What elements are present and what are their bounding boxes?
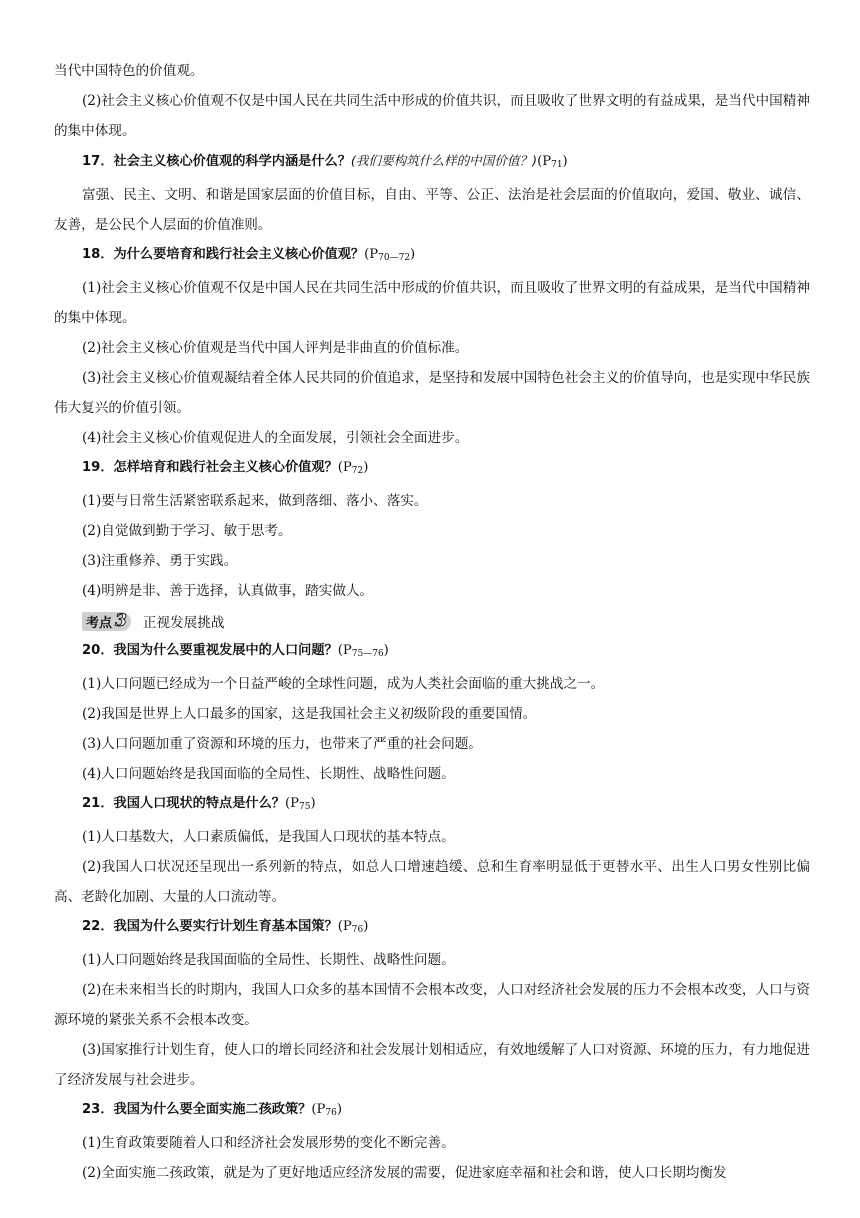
paragraph-a18-1: (1)社会主义核心价值观不仅是中国人民在共同生活中形成的价值共识，而且吸收了世界文明的有益成果，是当代中国精神的集中体现。 — [54, 280, 810, 326]
question-text: 22．我国为什么要实行计划生育基本国策？ — [82, 919, 338, 934]
paragraph-a20-2: (2)我国是世界上人口最多的国家，这是我国社会主义初级阶段的重要国情。 — [82, 706, 537, 722]
page-reference-number: 76 — [351, 925, 364, 935]
page-reference-suffix: ) — [336, 1102, 342, 1117]
question-text: 17．社会主义核心价值观的科学内涵是什么？ — [82, 154, 351, 169]
paragraph-a19-1: (1)要与日常生活紧密联系起来，做到落细、落小、落实。 — [82, 493, 428, 509]
page-reference — [364, 247, 415, 262]
question-note: (我们要构筑什么样的中国价值？) — [350, 153, 538, 168]
paragraph-a18-4: (4)社会主义核心价值观促进人的全面发展，引领社会全面进步。 — [82, 430, 469, 446]
paragraph-a20-3: (3)人口问题加重了资源和环境的压力，也带来了严重的社会问题。 — [82, 736, 482, 752]
page-reference-number: 75—76 — [351, 649, 384, 659]
question-q23 — [54, 1095, 810, 1128]
paragraph-a21-1: (1)人口基数大，人口素质偏低，是我国人口现状的基本特点。 — [82, 829, 455, 845]
page-reference — [338, 919, 369, 934]
page-reference-suffix: ) — [410, 247, 416, 262]
paragraph-a17: 富强、民主、文明、和谐是国家层面的价值目标，自由、平等、公正、法治是社会层面的价值取向，爱国、敬业、诚信、友善，是公民个人层面的价值准则。 — [54, 187, 810, 233]
paragraph-p-intro-tail: 当代中国特色的价值观。 — [54, 63, 204, 79]
question-q19 — [54, 453, 810, 486]
page-reference — [285, 796, 316, 811]
paragraph-a20-1: (1)人口问题已经成为一个日益严峻的全球性问题，成为人类社会面临的重大挑战之一。 — [82, 676, 605, 692]
paragraph-a22-3: (3)国家推行计划生育，使人口的增长同经济和社会发展计划相适应，有效地缓解了人口对资源、环境的压力，有力地促进了经济发展与社会进步。 — [54, 1042, 810, 1088]
paragraph-a21-2: (2)我国人口状况还呈现出一系列新的特点，如总人口增速趋缓、总和生育率明显低于更替水平、出生人口男女性别比偏高、老龄化加剧、大量的人口流动等。 — [54, 859, 810, 905]
page-reference-prefix: (P — [537, 154, 552, 169]
page-reference-number: 72 — [351, 466, 364, 476]
paragraph-a22-1: (1)人口问题始终是我国面临的全局性、长期性、战略性问题。 — [82, 952, 455, 968]
question-text: 20．我国为什么要重视发展中的人口问题？ — [82, 643, 338, 658]
question-q20 — [54, 636, 810, 669]
page-reference-number: 76 — [325, 1108, 337, 1118]
page-reference-prefix: (P — [337, 643, 352, 658]
paragraph-a20-4: (4)人口问题始终是我国面临的全局性、长期性、战略性问题。 — [82, 766, 455, 782]
page-reference-suffix: ) — [383, 643, 389, 658]
paragraph-a18-3: (3)社会主义核心价值观凝结着全体人民共同的价值追求，是坚持和发展中国特色社会主义的价值导向，也是实现中华民族伟大复兴的价值引领。 — [54, 370, 810, 416]
page-reference-prefix: (P — [337, 919, 352, 934]
paragraph-a19-4: (4)明辨是非、善于选择，认真做事，踏实做人。 — [82, 583, 374, 599]
question-text: 21．我国人口现状的特点是什么？ — [82, 796, 285, 811]
page-reference — [537, 154, 568, 169]
question-q18 — [54, 240, 810, 273]
page-reference — [338, 643, 389, 658]
page-reference-suffix: ) — [562, 154, 568, 169]
paragraph-a23-2: (2)全面实施二孩政策，就是为了更好地适应经济发展的需要，促进家庭幸福和社会和谐，使人口长期均衡发 — [82, 1165, 727, 1181]
page-reference-prefix: (P — [284, 796, 300, 811]
kaodian-number: 3 — [115, 611, 127, 631]
page-reference-number: 70—72 — [378, 253, 411, 263]
paragraph-a23-1: (1)生育政策要随着人口和经济社会发展形势的变化不断完善。 — [82, 1135, 455, 1151]
page-reference-suffix: ) — [363, 460, 369, 475]
section-heading-kaodian — [54, 606, 810, 636]
paragraph-a19-3: (3)注重修养、勇于实践。 — [82, 553, 238, 569]
kaodian-badge — [82, 612, 131, 631]
question-text: 19．怎样培育和践行社会主义核心价值观？ — [82, 460, 338, 475]
question-q21 — [54, 789, 810, 822]
page-reference-number: 75 — [299, 802, 311, 812]
kaodian-title: 正视发展挑战 — [142, 615, 225, 631]
paragraph-a19-2: (2)自觉做到勤于学习、敏于思考。 — [82, 523, 292, 539]
question-text: 18．为什么要培育和践行社会主义核心价值观？ — [82, 247, 365, 262]
page-reference-suffix: ) — [310, 796, 316, 811]
question-q22 — [54, 912, 810, 945]
page-reference-prefix: (P — [311, 1102, 326, 1117]
page-reference — [311, 1102, 342, 1117]
page-reference-prefix: (P — [337, 460, 352, 475]
page-reference — [338, 460, 369, 475]
paragraph-a22-2: (2)在未来相当长的时期内，我国人口众多的基本国情不会根本改变，人口对经济社会发展的压力不会根本改变，人口与资源环境的紧张关系不会根本改变。 — [54, 982, 810, 1028]
page-reference-prefix: (P — [364, 247, 379, 262]
question-text: 23．我国为什么要全面实施二孩政策？ — [82, 1102, 312, 1117]
paragraph-a18-2: (2)社会主义核心价值观是当代中国人评判是非曲直的价值标准。 — [82, 340, 469, 356]
paragraph-p-a2: (2)社会主义核心价值观不仅是中国人民在共同生活中形成的价值共识，而且吸收了世界文明的有益成果，是当代中国精神的集中体现。 — [54, 93, 810, 139]
page-reference-number: 71 — [551, 160, 563, 170]
page-reference-suffix: ) — [363, 919, 369, 934]
kaodian-label: 考点 — [86, 615, 113, 631]
question-q17 — [54, 146, 810, 180]
